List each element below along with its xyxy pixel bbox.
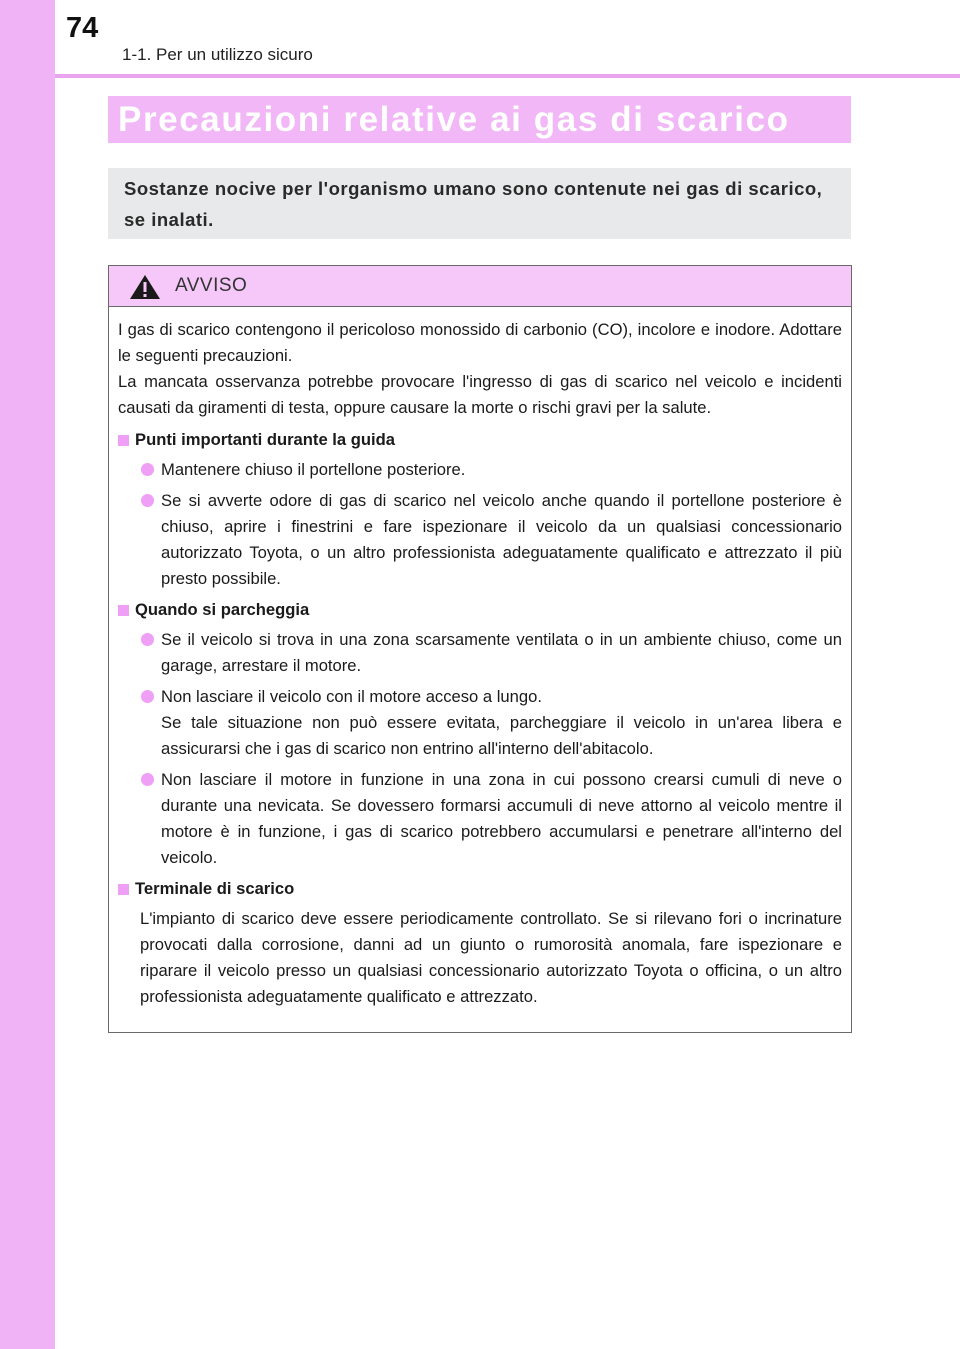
section-heading-exhaust: Terminale di scarico xyxy=(118,876,842,902)
exhaust-text: L'impianto di scarico deve essere periodicamente controllato. Se si rilevano fori o incrinature provocati dalla corrosione, danni ad un giunto o rumorosità anomala, fare ispezionare e riparare il veicolo presso un qualsiasi concessionario autorizzato Toyota o officina, o un altro professionista adeguatamente qualificato e attrezzato. xyxy=(140,909,842,1006)
intro-box xyxy=(108,168,851,239)
list-item: Non lasciare il veicolo con il motore acceso a lungo. Se tale situazione non può essere evitata, parcheggiare il veicolo in un'area libera e assicurarsi che i gas di scarico non entrino all'interno dell'abitacolo. xyxy=(118,684,842,762)
list-item: Se si avverte odore di gas di scarico nel veicolo anche quando il portellone posteriore è chiuso, aprire i finestrini e fare ispezionare il veicolo da un qualsiasi concessionario autorizzato Toyota, o un altro professionista adeguatamente qualificato e attrezzato il più presto possibile. xyxy=(118,488,842,592)
round-bullet-icon xyxy=(141,494,154,507)
round-bullet-icon xyxy=(141,690,154,703)
warning-box xyxy=(108,265,852,1033)
warning-triangle-icon xyxy=(129,274,161,300)
warning-header xyxy=(109,266,851,307)
side-strip xyxy=(0,0,55,1349)
round-bullet-icon xyxy=(141,463,154,476)
list-item: Se il veicolo si trova in una zona scarsamente ventilata o in un ambiente chiuso, come un garage, arrestare il motore. xyxy=(118,627,842,679)
warning-lead-1: I gas di scarico contengono il pericoloso monossido di carbonio (CO), incolore e inodore. Adottare le seguenti precauzioni. xyxy=(118,320,842,365)
list-item: Non lasciare il motore in funzione in una zona in cui possono crearsi cumuli di neve o durante una nevicata. Se dovessero formarsi accumuli di neve attorno al veicolo mentre il motore è in funzione, i gas di scarico potrebbero accumularsi e penetrare all'interno del veicolo. xyxy=(118,767,842,871)
warning-lead-2: La mancata osservanza potrebbe provocare l'ingresso di gas di scarico nel veicolo e incidenti causati da giramenti di testa, oppure causare la morte o rischi gravi per la salute. xyxy=(118,372,842,417)
section-heading-parking: Quando si parcheggia xyxy=(118,597,842,623)
square-bullet-icon xyxy=(118,435,129,446)
header-rule xyxy=(55,74,960,78)
title-bar xyxy=(108,96,851,143)
square-bullet-icon xyxy=(118,884,129,895)
section-heading-driving: Punti importanti durante la guida xyxy=(118,427,842,453)
intro-text: Sostanze nocive per l'organismo umano sono contenute nei gas di scarico, se inalati. xyxy=(124,178,823,230)
list-item: Mantenere chiuso il portellone posteriore. xyxy=(118,457,842,483)
warning-body xyxy=(109,307,851,1010)
section-label: 1-1. Per un utilizzo sicuro xyxy=(122,45,313,64)
round-bullet-icon xyxy=(141,633,154,646)
round-bullet-icon xyxy=(141,773,154,786)
page-number: 74 xyxy=(66,12,99,44)
warning-label: AVVISO xyxy=(175,275,248,296)
square-bullet-icon xyxy=(118,605,129,616)
page-title: Precauzioni relative ai gas di scarico xyxy=(118,100,790,139)
